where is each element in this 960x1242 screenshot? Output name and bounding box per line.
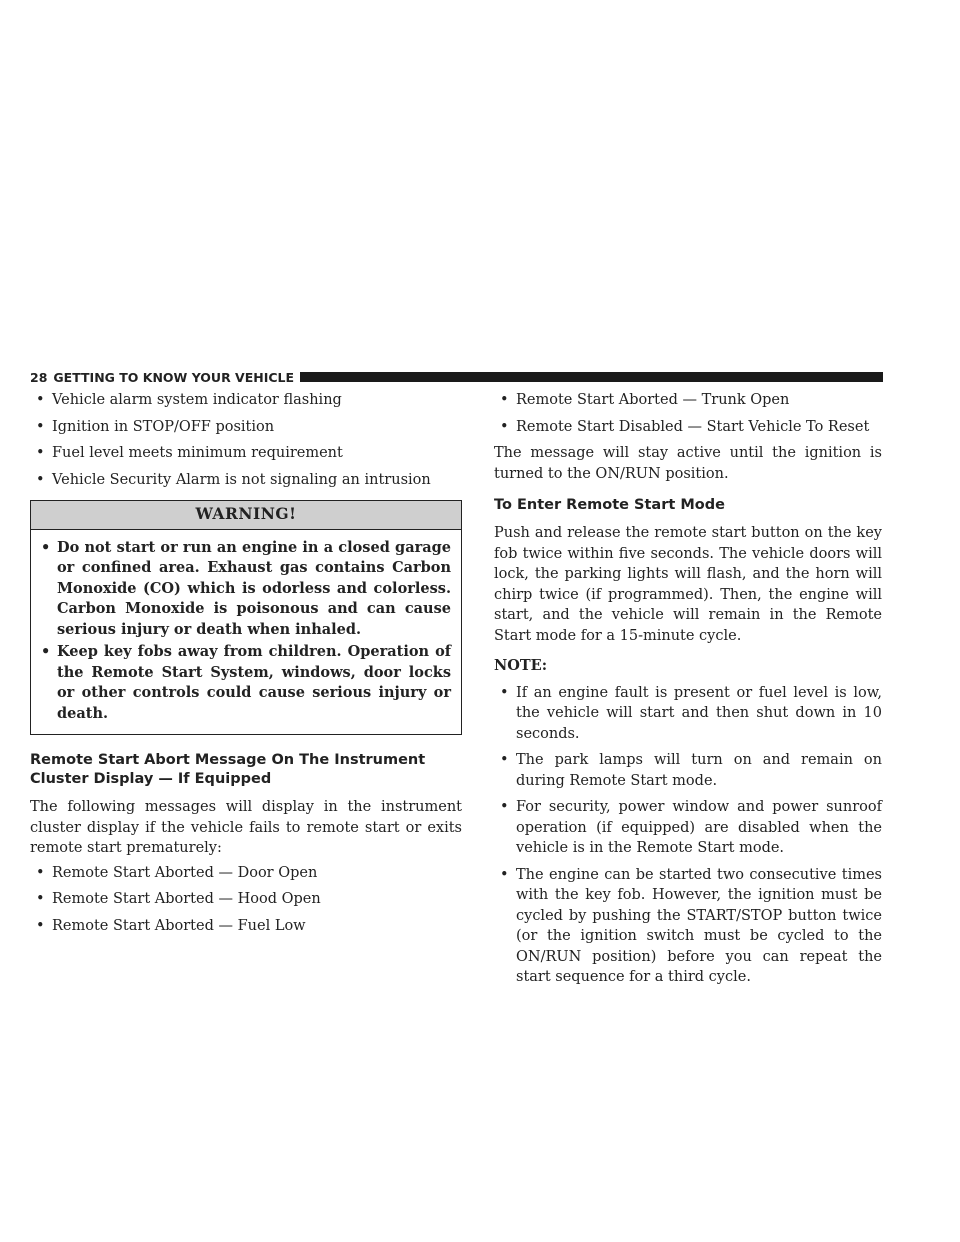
warning-item: • Do not start or run an engine in a closed garage or confined area. Exhaust gas contains Carbon Monoxide (CO) which is odorless and colorless. Carbon Monoxide is poisonous and can cause serious injury or death when inhaled. — [39, 538, 451, 641]
enter-remote-start-paragraph: Push and release the remote start button on the key fob twice within five seconds. The vehicle doors will lock, the parking lights will flash, and the horn will chirp twice (if programmed). Then, the engine will start, and the vehicle will remain in the Remote Start mode for a 15-minute cycle. — [494, 525, 882, 644]
list-item: • Remote Start Aborted — Fuel Low — [30, 916, 462, 937]
list-item: • If an engine fault is present or fuel level is low, the vehicle will start and then shut down in 10 seconds. — [494, 683, 882, 745]
requirements-list — [30, 390, 462, 490]
list-item: • Remote Start Disabled — Start Vehicle To Reset — [494, 417, 882, 438]
list-item: • Remote Start Aborted — Trunk Open — [494, 390, 882, 411]
warning-title: WARNING! — [31, 501, 461, 530]
list-item: • The park lamps will turn on and remain on during Remote Start mode. — [494, 750, 882, 791]
abort-message-heading: Remote Start Abort Message On The Instrument Cluster Display — If Equipped — [30, 752, 426, 787]
list-item: • Ignition in STOP/OFF position — [30, 417, 462, 438]
note-label: NOTE: — [494, 657, 548, 674]
note-list — [494, 683, 882, 988]
abort-messages-list — [30, 863, 462, 937]
list-item: • The engine can be started two consecutive times with the key fob. However, the ignition must be cycled by pushing the START/STOP button twice (or the ignition switch must be cycled to the ON/RUN position) before you can repeat the start sequence for a third cycle. — [494, 865, 882, 988]
header-rule — [300, 372, 883, 382]
page-header — [30, 369, 883, 385]
left-column — [30, 390, 462, 942]
list-item: • Vehicle alarm system indicator flashing — [30, 390, 462, 411]
abort-messages-list-continued — [494, 390, 882, 437]
warning-box — [30, 500, 462, 735]
list-item: • Fuel level meets minimum requirement — [30, 443, 462, 464]
list-item: • Remote Start Aborted — Door Open — [30, 863, 462, 884]
warning-body — [31, 530, 461, 735]
abort-intro-paragraph: The following messages will display in the instrument cluster display if the vehicle fails to remote start or exits remote start prematurely: — [30, 799, 462, 856]
page-number: 28 — [30, 369, 48, 385]
warning-list — [39, 538, 451, 725]
warning-item: • Keep key fobs away from children. Operation of the Remote Start System, windows, door locks or other controls could cause serious injury or death. — [39, 642, 451, 724]
list-item: • For security, power window and power sunroof operation (if equipped) are disabled when the vehicle is in the Remote Start mode. — [494, 797, 882, 859]
list-item: • Vehicle Security Alarm is not signaling an intrusion — [30, 470, 462, 491]
list-item: • Remote Start Aborted — Hood Open — [30, 889, 462, 910]
enter-remote-start-heading: To Enter Remote Start Mode — [494, 497, 725, 513]
right-column — [494, 390, 882, 994]
section-title: GETTING TO KNOW YOUR VEHICLE — [53, 369, 295, 385]
message-active-paragraph: The message will stay active until the ignition is turned to the ON/RUN position. — [494, 445, 882, 482]
